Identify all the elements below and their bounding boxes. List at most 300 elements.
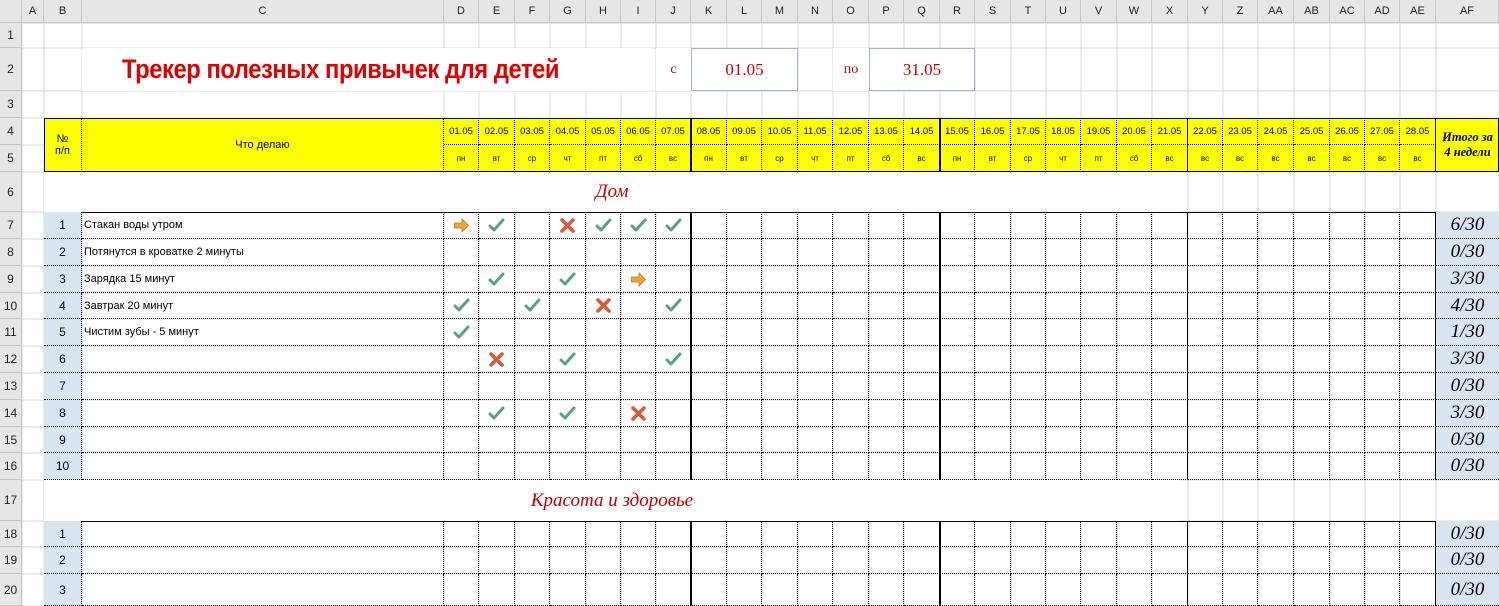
day-cell[interactable]	[656, 239, 691, 266]
day-cell[interactable]	[1011, 453, 1046, 480]
task-name-cell[interactable]	[82, 547, 444, 574]
day-cell[interactable]	[586, 212, 621, 239]
row-header[interactable]: 10	[0, 293, 22, 319]
row-number-cell[interactable]: 9	[44, 427, 82, 453]
header-date[interactable]: 10.05	[762, 118, 798, 145]
day-cell[interactable]	[1046, 239, 1081, 266]
row-header[interactable]: 13	[0, 373, 22, 400]
day-cell[interactable]	[833, 574, 869, 606]
day-cell[interactable]	[1081, 319, 1117, 346]
day-cell[interactable]	[798, 239, 833, 266]
day-cell[interactable]	[762, 293, 798, 319]
day-cell[interactable]	[1117, 293, 1152, 319]
day-cell[interactable]	[1330, 266, 1365, 293]
day-cell[interactable]	[1400, 427, 1436, 453]
day-cell[interactable]	[727, 239, 762, 266]
task-name-cell[interactable]: Завтрак 20 минут	[82, 293, 444, 319]
header-weekday[interactable]: вс	[656, 145, 691, 172]
column-header[interactable]: O	[833, 0, 869, 23]
day-cell[interactable]	[515, 547, 550, 574]
day-cell[interactable]	[515, 427, 550, 453]
day-cell[interactable]	[479, 293, 515, 319]
day-cell[interactable]	[1258, 293, 1294, 319]
header-date[interactable]: 20.05	[1117, 118, 1152, 145]
day-cell[interactable]	[444, 212, 479, 239]
day-cell[interactable]	[1258, 400, 1294, 427]
day-cell[interactable]	[444, 373, 479, 400]
day-cell[interactable]	[798, 212, 833, 239]
day-cell[interactable]	[621, 293, 656, 319]
day-cell[interactable]	[515, 293, 550, 319]
day-cell[interactable]	[833, 427, 869, 453]
day-cell[interactable]	[621, 212, 656, 239]
row-number-cell[interactable]: 1	[44, 521, 82, 547]
day-cell[interactable]	[762, 574, 798, 606]
day-cell[interactable]	[940, 427, 975, 453]
day-cell[interactable]	[833, 319, 869, 346]
day-cell[interactable]	[550, 293, 586, 319]
day-cell[interactable]	[1294, 293, 1330, 319]
day-cell[interactable]	[1117, 400, 1152, 427]
day-cell[interactable]	[1258, 574, 1294, 606]
task-name-cell[interactable]: Стакан воды утром	[82, 212, 444, 239]
day-cell[interactable]	[550, 574, 586, 606]
day-cell[interactable]	[762, 400, 798, 427]
day-cell[interactable]	[940, 400, 975, 427]
day-cell[interactable]	[479, 547, 515, 574]
column-header[interactable]: P	[869, 0, 904, 23]
column-header[interactable]: X	[1152, 0, 1188, 23]
day-cell[interactable]	[444, 521, 479, 547]
day-cell[interactable]	[869, 346, 904, 373]
day-cell[interactable]	[1294, 400, 1330, 427]
total-cell[interactable]: 0/30	[1436, 373, 1499, 400]
day-cell[interactable]	[798, 373, 833, 400]
day-cell[interactable]	[975, 373, 1011, 400]
day-cell[interactable]	[656, 521, 691, 547]
day-cell[interactable]	[691, 453, 727, 480]
day-cell[interactable]	[621, 547, 656, 574]
header-weekday[interactable]: вт	[479, 145, 515, 172]
header-date[interactable]: 19.05	[1081, 118, 1117, 145]
day-cell[interactable]	[1081, 453, 1117, 480]
day-cell[interactable]	[550, 319, 586, 346]
day-cell[interactable]	[550, 239, 586, 266]
day-cell[interactable]	[1046, 547, 1081, 574]
day-cell[interactable]	[1330, 346, 1365, 373]
header-date[interactable]: 28.05	[1400, 118, 1436, 145]
day-cell[interactable]	[904, 319, 940, 346]
row-header[interactable]: 18	[0, 521, 22, 547]
day-cell[interactable]	[1188, 212, 1223, 239]
day-cell[interactable]	[479, 346, 515, 373]
total-cell[interactable]: 0/30	[1436, 574, 1499, 606]
header-date[interactable]: 05.05	[586, 118, 621, 145]
day-cell[interactable]	[515, 373, 550, 400]
day-cell[interactable]	[1223, 266, 1258, 293]
row-header[interactable]: 14	[0, 400, 22, 427]
column-header[interactable]: AA	[1258, 0, 1294, 23]
total-cell[interactable]: 3/30	[1436, 400, 1499, 427]
day-cell[interactable]	[1117, 319, 1152, 346]
column-header[interactable]: H	[586, 0, 621, 23]
day-cell[interactable]	[1258, 266, 1294, 293]
column-header[interactable]: W	[1117, 0, 1152, 23]
day-cell[interactable]	[869, 400, 904, 427]
day-cell[interactable]	[1152, 574, 1188, 606]
day-cell[interactable]	[727, 319, 762, 346]
day-cell[interactable]	[1330, 373, 1365, 400]
column-header[interactable]: AE	[1400, 0, 1436, 23]
day-cell[interactable]	[1117, 239, 1152, 266]
header-task-cell[interactable]: Что делаю	[82, 118, 444, 172]
day-cell[interactable]	[515, 212, 550, 239]
day-cell[interactable]	[1188, 574, 1223, 606]
day-cell[interactable]	[869, 239, 904, 266]
day-cell[interactable]	[1330, 239, 1365, 266]
day-cell[interactable]	[1011, 346, 1046, 373]
day-cell[interactable]	[1081, 574, 1117, 606]
day-cell[interactable]	[904, 346, 940, 373]
day-cell[interactable]	[1011, 427, 1046, 453]
row-header[interactable]: 4	[0, 118, 22, 145]
day-cell[interactable]	[1330, 427, 1365, 453]
day-cell[interactable]	[869, 521, 904, 547]
day-cell[interactable]	[1152, 427, 1188, 453]
day-cell[interactable]	[904, 212, 940, 239]
task-name-cell[interactable]	[82, 373, 444, 400]
day-cell[interactable]	[621, 400, 656, 427]
day-cell[interactable]	[1081, 346, 1117, 373]
day-cell[interactable]	[586, 547, 621, 574]
header-date[interactable]: 24.05	[1258, 118, 1294, 145]
day-cell[interactable]	[1188, 319, 1223, 346]
day-cell[interactable]	[727, 212, 762, 239]
day-cell[interactable]	[1294, 521, 1330, 547]
day-cell[interactable]	[833, 373, 869, 400]
column-header[interactable]: Q	[904, 0, 940, 23]
day-cell[interactable]	[1117, 574, 1152, 606]
column-header[interactable]: V	[1081, 0, 1117, 23]
header-date[interactable]: 06.05	[621, 118, 656, 145]
task-name-cell[interactable]	[82, 346, 444, 373]
row-header[interactable]: 3	[0, 91, 22, 118]
total-cell[interactable]: 0/30	[1436, 521, 1499, 547]
day-cell[interactable]	[550, 266, 586, 293]
day-cell[interactable]	[479, 266, 515, 293]
day-cell[interactable]	[1258, 212, 1294, 239]
day-cell[interactable]	[1365, 547, 1400, 574]
day-cell[interactable]	[798, 293, 833, 319]
header-weekday[interactable]: вт	[727, 145, 762, 172]
day-cell[interactable]	[869, 574, 904, 606]
header-weekday[interactable]: вс	[1152, 145, 1188, 172]
day-cell[interactable]	[1294, 427, 1330, 453]
day-cell[interactable]	[1258, 547, 1294, 574]
day-cell[interactable]	[1258, 239, 1294, 266]
day-cell[interactable]	[691, 319, 727, 346]
day-cell[interactable]	[1046, 427, 1081, 453]
day-cell[interactable]	[1152, 346, 1188, 373]
header-weekday[interactable]: ср	[515, 145, 550, 172]
day-cell[interactable]	[727, 293, 762, 319]
day-cell[interactable]	[904, 547, 940, 574]
day-cell[interactable]	[1188, 453, 1223, 480]
day-cell[interactable]	[975, 293, 1011, 319]
day-cell[interactable]	[1046, 400, 1081, 427]
day-cell[interactable]	[479, 574, 515, 606]
task-name-cell[interactable]: Зарядка 15 минут	[82, 266, 444, 293]
day-cell[interactable]	[1365, 427, 1400, 453]
day-cell[interactable]	[869, 453, 904, 480]
day-cell[interactable]	[727, 453, 762, 480]
row-number-cell[interactable]: 2	[44, 239, 82, 266]
day-cell[interactable]	[1011, 373, 1046, 400]
header-weekday[interactable]: вс	[1400, 145, 1436, 172]
day-cell[interactable]	[940, 319, 975, 346]
day-cell[interactable]	[515, 453, 550, 480]
day-cell[interactable]	[869, 212, 904, 239]
header-weekday[interactable]: сб	[869, 145, 904, 172]
day-cell[interactable]	[798, 574, 833, 606]
day-cell[interactable]	[1081, 212, 1117, 239]
day-cell[interactable]	[1117, 346, 1152, 373]
day-cell[interactable]	[798, 427, 833, 453]
column-header[interactable]: M	[762, 0, 798, 23]
day-cell[interactable]	[975, 266, 1011, 293]
day-cell[interactable]	[621, 453, 656, 480]
day-cell[interactable]	[586, 400, 621, 427]
day-cell[interactable]	[1081, 239, 1117, 266]
total-cell[interactable]: 0/30	[1436, 453, 1499, 480]
day-cell[interactable]	[1152, 212, 1188, 239]
day-cell[interactable]	[1330, 574, 1365, 606]
day-cell[interactable]	[444, 400, 479, 427]
header-weekday[interactable]: вт	[975, 145, 1011, 172]
row-header[interactable]: 1	[0, 23, 22, 48]
day-cell[interactable]	[1258, 521, 1294, 547]
day-cell[interactable]	[904, 521, 940, 547]
day-cell[interactable]	[479, 453, 515, 480]
header-weekday[interactable]: чт	[1046, 145, 1081, 172]
day-cell[interactable]	[1330, 400, 1365, 427]
day-cell[interactable]	[1294, 574, 1330, 606]
day-cell[interactable]	[1365, 453, 1400, 480]
day-cell[interactable]	[869, 427, 904, 453]
day-cell[interactable]	[1011, 319, 1046, 346]
day-cell[interactable]	[727, 346, 762, 373]
day-cell[interactable]	[727, 400, 762, 427]
header-date[interactable]: 12.05	[833, 118, 869, 145]
day-cell[interactable]	[869, 547, 904, 574]
day-cell[interactable]	[762, 521, 798, 547]
header-date[interactable]: 25.05	[1294, 118, 1330, 145]
day-cell[interactable]	[904, 266, 940, 293]
day-cell[interactable]	[1365, 400, 1400, 427]
row-number-cell[interactable]: 3	[44, 266, 82, 293]
header-weekday[interactable]: вс	[1258, 145, 1294, 172]
day-cell[interactable]	[656, 346, 691, 373]
header-date[interactable]: 17.05	[1011, 118, 1046, 145]
day-cell[interactable]	[869, 293, 904, 319]
day-cell[interactable]	[1046, 453, 1081, 480]
day-cell[interactable]	[1258, 319, 1294, 346]
day-cell[interactable]	[1400, 453, 1436, 480]
day-cell[interactable]	[1011, 266, 1046, 293]
day-cell[interactable]	[1081, 427, 1117, 453]
day-cell[interactable]	[833, 346, 869, 373]
day-cell[interactable]	[798, 400, 833, 427]
day-cell[interactable]	[444, 574, 479, 606]
day-cell[interactable]	[1011, 212, 1046, 239]
day-cell[interactable]	[1330, 521, 1365, 547]
day-cell[interactable]	[798, 266, 833, 293]
day-cell[interactable]	[1152, 239, 1188, 266]
row-header[interactable]: 17	[0, 480, 22, 521]
day-cell[interactable]	[1258, 346, 1294, 373]
task-name-cell[interactable]	[82, 574, 444, 606]
day-cell[interactable]	[1330, 453, 1365, 480]
day-cell[interactable]	[1400, 521, 1436, 547]
day-cell[interactable]	[1365, 346, 1400, 373]
day-cell[interactable]	[1400, 373, 1436, 400]
day-cell[interactable]	[1046, 266, 1081, 293]
day-cell[interactable]	[1400, 212, 1436, 239]
day-cell[interactable]	[691, 547, 727, 574]
day-cell[interactable]	[1117, 266, 1152, 293]
task-name-cell[interactable]	[82, 521, 444, 547]
header-weekday[interactable]: вс	[1294, 145, 1330, 172]
day-cell[interactable]	[1152, 319, 1188, 346]
day-cell[interactable]	[1365, 521, 1400, 547]
day-cell[interactable]	[833, 239, 869, 266]
day-cell[interactable]	[762, 547, 798, 574]
day-cell[interactable]	[586, 373, 621, 400]
day-cell[interactable]	[621, 521, 656, 547]
day-cell[interactable]	[1152, 547, 1188, 574]
day-cell[interactable]	[1223, 453, 1258, 480]
header-weekday[interactable]: ср	[1011, 145, 1046, 172]
day-cell[interactable]	[444, 293, 479, 319]
day-cell[interactable]	[975, 427, 1011, 453]
day-cell[interactable]	[621, 574, 656, 606]
day-cell[interactable]	[1011, 239, 1046, 266]
day-cell[interactable]	[515, 319, 550, 346]
day-cell[interactable]	[1365, 212, 1400, 239]
day-cell[interactable]	[1011, 400, 1046, 427]
header-date[interactable]: 14.05	[904, 118, 940, 145]
day-cell[interactable]	[1400, 400, 1436, 427]
day-cell[interactable]	[1400, 346, 1436, 373]
day-cell[interactable]	[975, 319, 1011, 346]
day-cell[interactable]	[869, 319, 904, 346]
column-header[interactable]: AB	[1294, 0, 1330, 23]
day-cell[interactable]	[833, 521, 869, 547]
day-cell[interactable]	[1011, 547, 1046, 574]
day-cell[interactable]	[727, 427, 762, 453]
day-cell[interactable]	[691, 266, 727, 293]
day-cell[interactable]	[1046, 574, 1081, 606]
day-cell[interactable]	[1294, 266, 1330, 293]
day-cell[interactable]	[1046, 212, 1081, 239]
column-header[interactable]: U	[1046, 0, 1081, 23]
task-name-cell[interactable]	[82, 400, 444, 427]
header-weekday[interactable]: вс	[1223, 145, 1258, 172]
day-cell[interactable]	[515, 521, 550, 547]
column-header[interactable]: T	[1011, 0, 1046, 23]
day-cell[interactable]	[1365, 239, 1400, 266]
day-cell[interactable]	[1294, 373, 1330, 400]
day-cell[interactable]	[479, 521, 515, 547]
day-cell[interactable]	[1188, 547, 1223, 574]
day-cell[interactable]	[621, 266, 656, 293]
day-cell[interactable]	[515, 346, 550, 373]
day-cell[interactable]	[1152, 400, 1188, 427]
day-cell[interactable]	[1152, 521, 1188, 547]
header-weekday[interactable]: пн	[691, 145, 727, 172]
select-all-corner[interactable]	[0, 0, 22, 23]
day-cell[interactable]	[656, 400, 691, 427]
day-cell[interactable]	[479, 400, 515, 427]
day-cell[interactable]	[1046, 346, 1081, 373]
total-cell[interactable]: 1/30	[1436, 319, 1499, 346]
row-header[interactable]: 6	[0, 172, 22, 212]
row-header[interactable]: 7	[0, 212, 22, 239]
header-date[interactable]: 07.05	[656, 118, 691, 145]
row-header[interactable]: 20	[0, 574, 22, 606]
day-cell[interactable]	[586, 293, 621, 319]
header-date[interactable]: 15.05	[940, 118, 975, 145]
day-cell[interactable]	[621, 319, 656, 346]
total-cell[interactable]: 0/30	[1436, 427, 1499, 453]
header-date[interactable]: 16.05	[975, 118, 1011, 145]
row-number-cell[interactable]: 1	[44, 212, 82, 239]
day-cell[interactable]	[1294, 547, 1330, 574]
day-cell[interactable]	[833, 212, 869, 239]
day-cell[interactable]	[550, 400, 586, 427]
header-date[interactable]: 02.05	[479, 118, 515, 145]
row-header[interactable]: 8	[0, 239, 22, 266]
day-cell[interactable]	[656, 319, 691, 346]
row-header[interactable]: 2	[0, 48, 22, 91]
day-cell[interactable]	[444, 427, 479, 453]
header-date[interactable]: 03.05	[515, 118, 550, 145]
day-cell[interactable]	[940, 346, 975, 373]
day-cell[interactable]	[833, 453, 869, 480]
day-cell[interactable]	[1294, 453, 1330, 480]
day-cell[interactable]	[1365, 266, 1400, 293]
day-cell[interactable]	[798, 547, 833, 574]
day-cell[interactable]	[1117, 453, 1152, 480]
day-cell[interactable]	[444, 319, 479, 346]
day-cell[interactable]	[1117, 521, 1152, 547]
day-cell[interactable]	[1046, 319, 1081, 346]
day-cell[interactable]	[1400, 266, 1436, 293]
header-weekday[interactable]: пт	[586, 145, 621, 172]
day-cell[interactable]	[479, 212, 515, 239]
day-cell[interactable]	[940, 239, 975, 266]
to-date-input[interactable]: 31.05	[869, 48, 975, 91]
day-cell[interactable]	[798, 521, 833, 547]
day-cell[interactable]	[586, 427, 621, 453]
task-name-cell[interactable]: Потянутся в кроватке 2 минуты	[82, 239, 444, 266]
day-cell[interactable]	[621, 239, 656, 266]
header-weekday[interactable]: пт	[1081, 145, 1117, 172]
day-cell[interactable]	[479, 427, 515, 453]
day-cell[interactable]	[691, 574, 727, 606]
header-weekday[interactable]: вс	[1330, 145, 1365, 172]
row-header[interactable]: 19	[0, 547, 22, 574]
